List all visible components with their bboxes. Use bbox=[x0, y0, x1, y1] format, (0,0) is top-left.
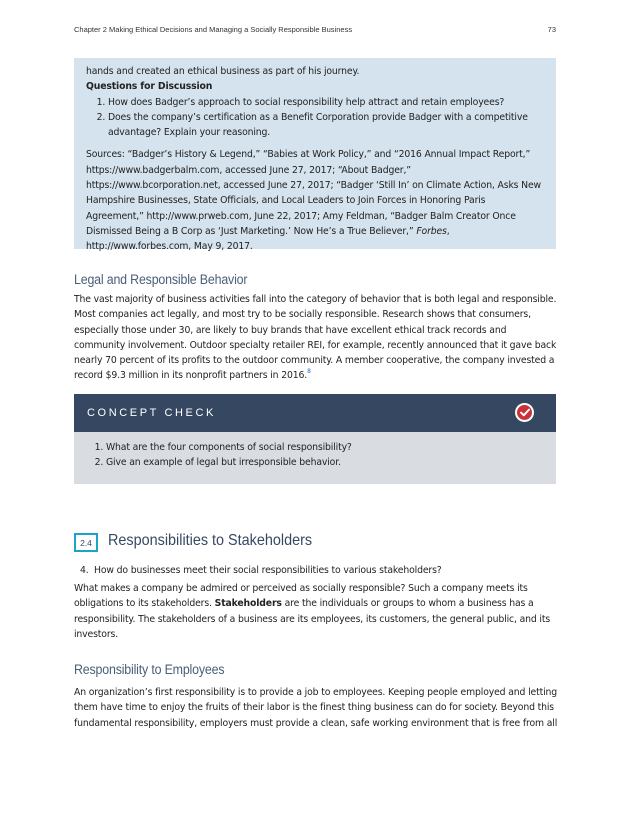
sources-text: Sources: “Badger’s History & Legend,” “Babies at Work Policy,” and “2016 Annual Impact Report,” https://www.badgerbalm.com, accessed June 27, 2017; “About Badger,” https://www.bcorporation.net, accessed June 27, 2017; “Badger ‘Still In’ on Climate Action, Asks New Hampshire Businesses, State Officials, and Local Leaders to Join Forces in Honoring Paris Agreement,” http://www.prweb.com, June 22, 2017; Amy Feldman, “Badger Balm Creator Once Dismissed Being a B Corp as ‘Just Marketing.’ Now He’s a True Believer,” bbox=[86, 149, 542, 237]
stakeholders-text-2: are the individuals or groups to whom a business has a responsibility. The stakeholders of a business are its employees, its customers, the general public, and its investors. bbox=[74, 598, 551, 640]
legal-paragraph bbox=[74, 292, 558, 384]
page-number: 73 bbox=[547, 25, 556, 34]
section-number-badge: 2.4 bbox=[74, 533, 98, 552]
learning-objective-text: How do businesses meet their social responsibilities to various stakeholders? bbox=[94, 565, 442, 576]
checkmark-icon bbox=[515, 403, 534, 422]
learning-objective bbox=[80, 563, 550, 578]
running-header bbox=[74, 25, 556, 37]
questions-heading: Questions for Discussion bbox=[86, 81, 213, 93]
employees-paragraph: An organization’s first responsibility is to provide a job to employees. Keeping people employed and letting them have time to enjoy the fruits of their labor is the finest thing business can do for society. Beyond this fundamental responsibility, employers must provide a clean, safe working environment that is free from all bbox=[74, 687, 558, 729]
stakeholders-paragraph bbox=[74, 581, 558, 642]
concept-question: 1. What are the four components of social responsibility? bbox=[106, 440, 556, 455]
concept-check-box bbox=[74, 394, 556, 484]
legal-section-heading: Legal and Responsible Behavior bbox=[74, 272, 248, 287]
discussion-questions bbox=[86, 95, 544, 141]
feature-box bbox=[74, 58, 556, 253]
stakeholders-text-1: What makes a company be admired or perceived as socially responsible? Such a company meets its obligations to its stakeholders. bbox=[74, 583, 528, 610]
key-term-stakeholders: Stakeholders bbox=[214, 598, 282, 610]
feature-intro-text: hands and created an ethical business as part of his journey. bbox=[86, 66, 360, 77]
discussion-question: 1. How does Badger’s approach to social responsibility help attract and retain employees? bbox=[108, 95, 544, 110]
chapter-title: Chapter 2 Making Ethical Decisions and Managing a Socially Responsible Business bbox=[74, 25, 353, 34]
discussion-question: 2. Does the company’s certification as a Benefit Corporation provide Badger with a competitive advantage? Explain your reasoning. bbox=[108, 110, 544, 141]
concept-question: 2. Give an example of legal but irresponsible behavior. bbox=[106, 455, 556, 470]
concept-check-title: CONCEPT CHECK bbox=[87, 407, 216, 419]
learning-objective-number: 4. bbox=[80, 565, 89, 576]
forbes-title: Forbes bbox=[416, 225, 447, 237]
legal-paragraph-text: The vast majority of business activities fall into the category of behavior that is both legal and responsible. Most companies act legally, and most try to be socially responsible. Research shows that consumers, especially those under 30, are likely to buy brands that have excellent ethical track records and community involvement. Outdoor specialty retailer REI, for example, recently announced that it gave back nearly 70 percent of its profits to the outdoor community. A member cooperative, the company invested a record $9.3 million in its nonprofit partners in 2016. bbox=[74, 294, 557, 382]
employees-section-heading: Responsibility to Employees bbox=[74, 662, 225, 677]
sources-tail: , http://www.forbes.com, May 9, 2017. bbox=[86, 225, 450, 253]
section-title: Responsibilities to Stakeholders bbox=[108, 532, 313, 549]
concept-check-header bbox=[74, 394, 556, 432]
sources-citation bbox=[86, 147, 544, 254]
footnote-link[interactable]: 8 bbox=[307, 368, 311, 376]
concept-check-questions bbox=[74, 432, 556, 471]
